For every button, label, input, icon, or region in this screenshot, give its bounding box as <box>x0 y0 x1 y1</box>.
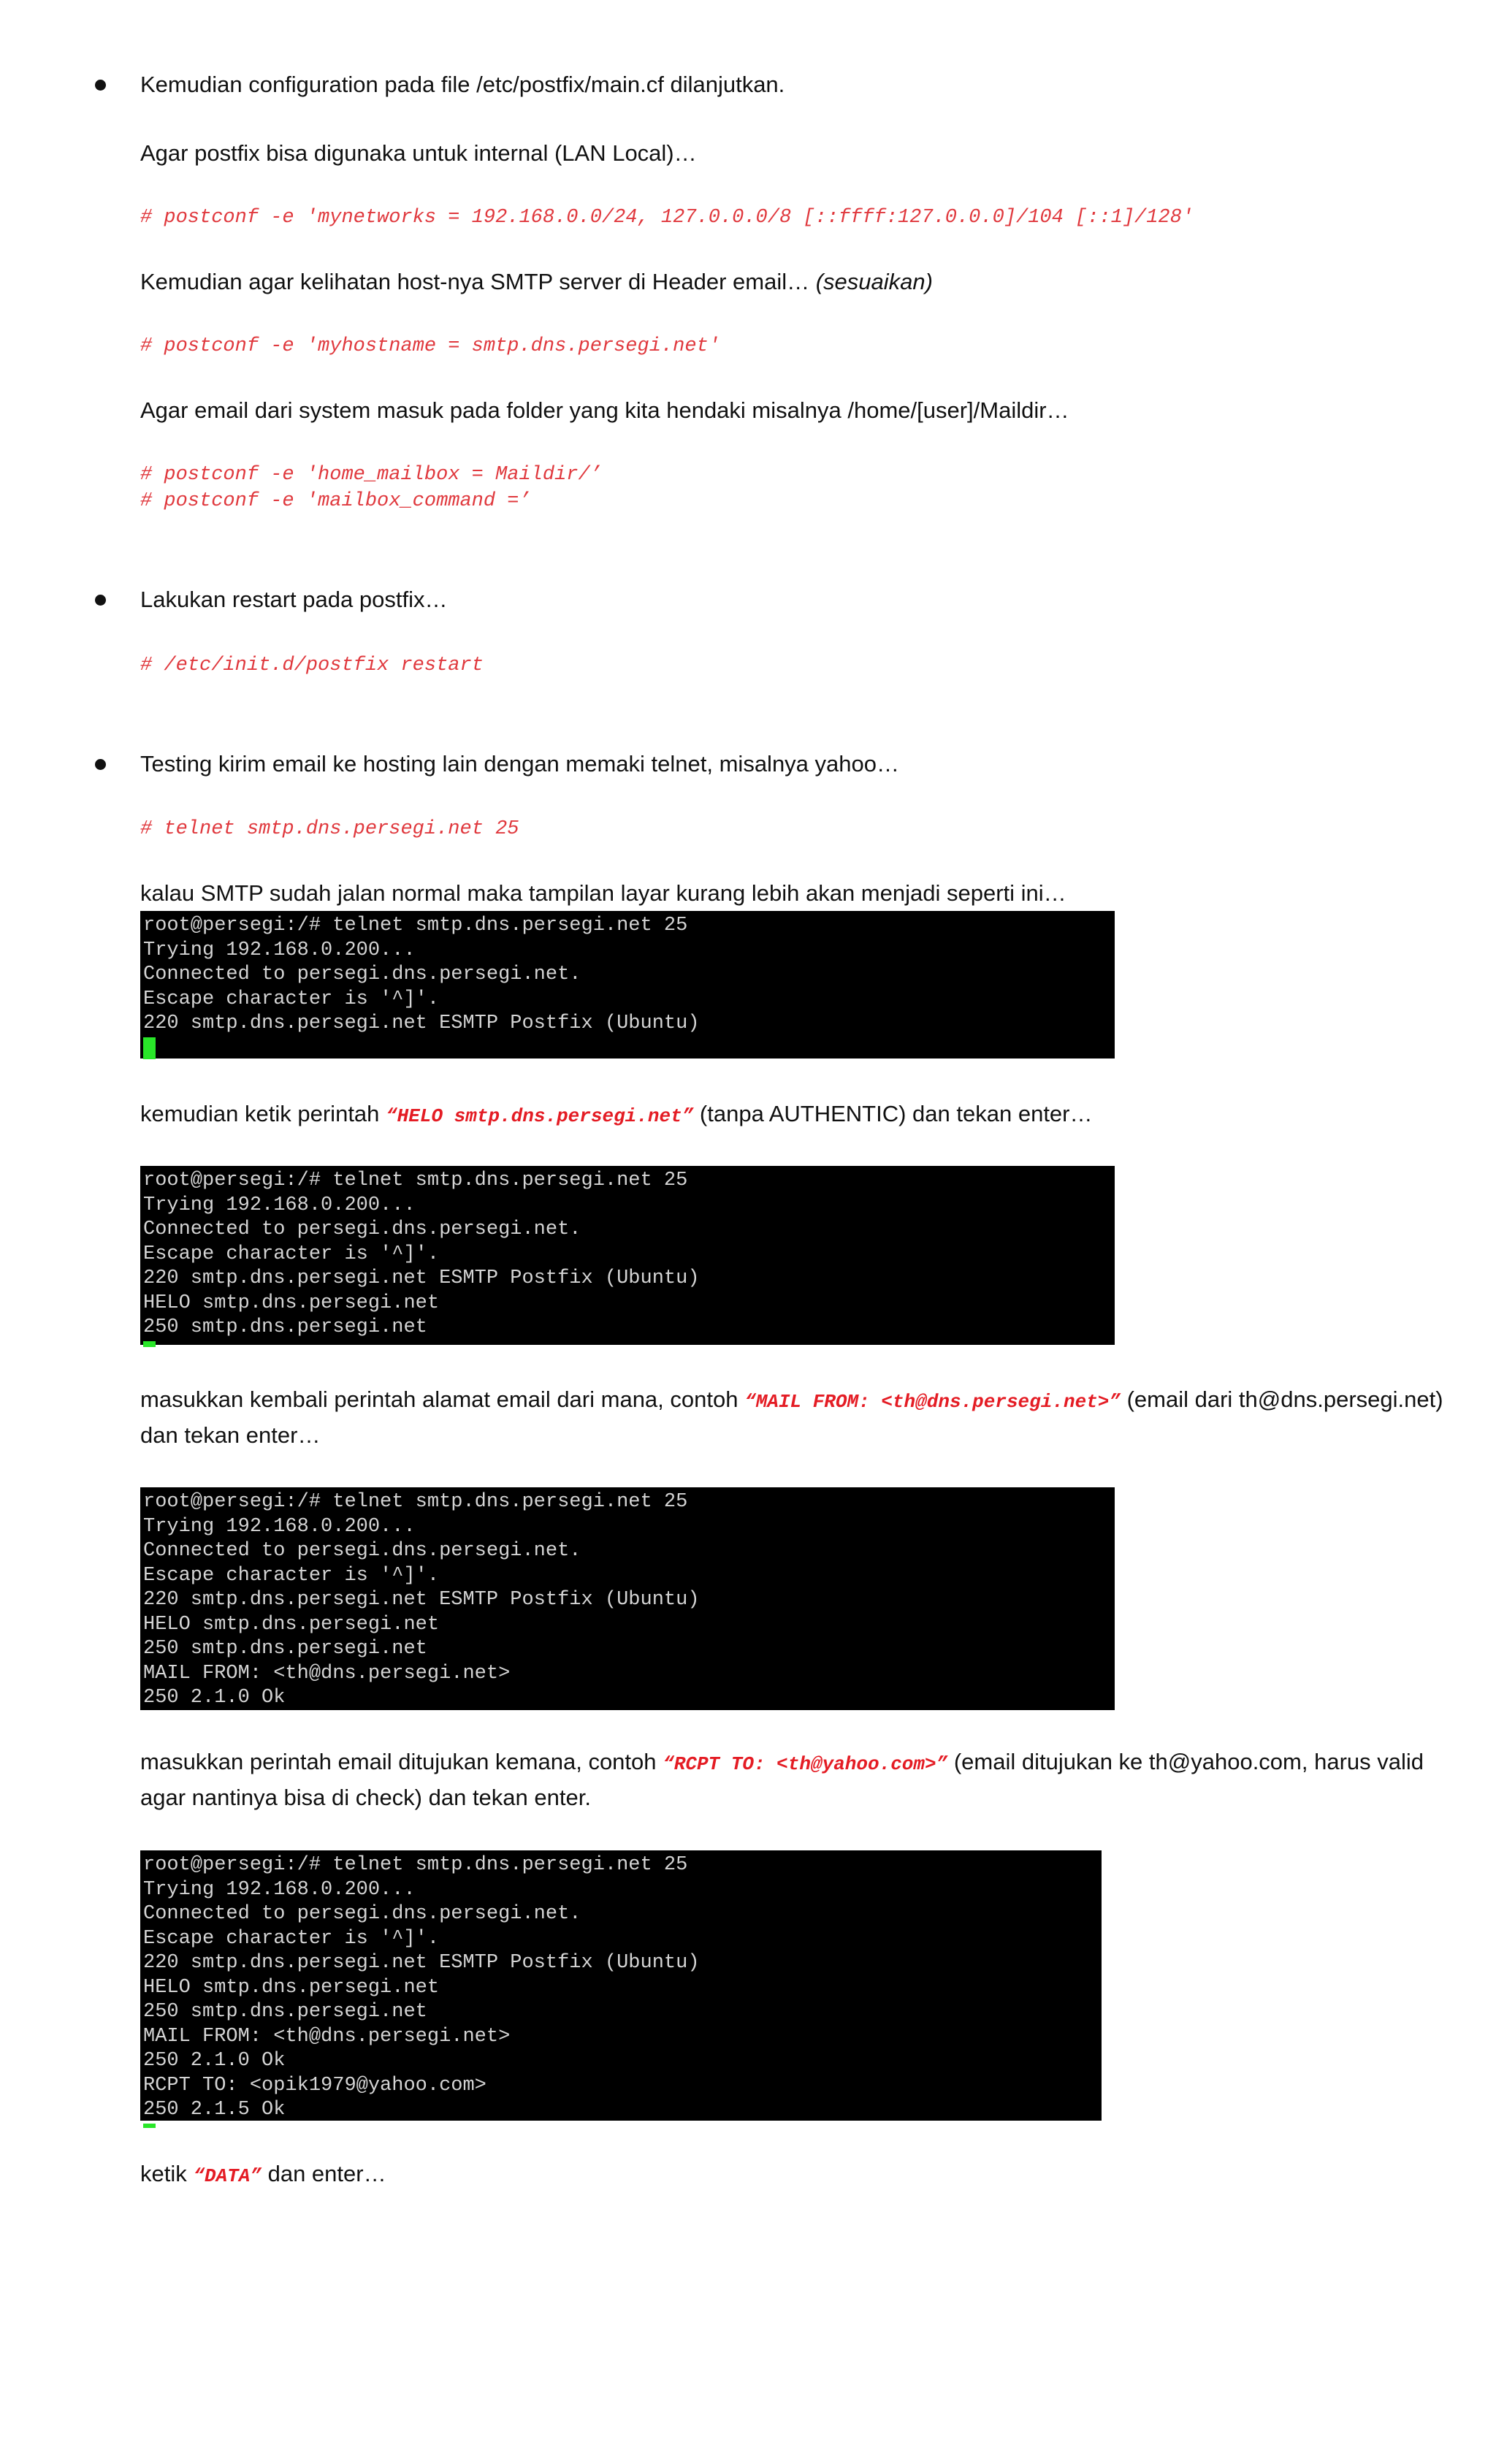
terminal-line: 220 smtp.dns.persegi.net ESMTP Postfix (Ubuntu) <box>143 1012 700 1034</box>
bullet-text-config: Kemudian configuration pada file /etc/postfix/main.cf dilanjutkan. <box>140 72 785 97</box>
paragraph-hostname <box>140 265 933 299</box>
terminal-line: Connected to persegi.dns.persegi.net. <box>143 1540 581 1562</box>
terminal-line: HELO smtp.dns.persegi.net <box>143 1613 440 1636</box>
paragraph-mail-from-suffix: (email dari th@dns.persegi.net) dan tekan enter… <box>140 1387 1443 1448</box>
terminal-line: Connected to persegi.dns.persegi.net. <box>143 964 581 985</box>
bullet-text-testing: Testing kirim email ke hosting lain dengan memaki telnet, misalnya yahoo… <box>140 751 899 777</box>
terminal-line: root@persegi:/# telnet smtp.dns.persegi.net 25 <box>143 1170 688 1191</box>
terminal-cursor <box>143 2124 156 2128</box>
terminal-line: RCPT TO: <opik1979@yahoo.com> <box>143 2074 486 2097</box>
terminal-line: root@persegi:/# telnet smtp.dns.persegi.net 25 <box>143 1854 688 1876</box>
command-myhostname: # postconf -e 'myhostname = smtp.dns.persegi.net' <box>140 335 720 357</box>
paragraph-lan: Agar postfix bisa digunaka untuk internal (LAN Local)… <box>140 140 697 166</box>
terminal-line: 250 smtp.dns.persegi.net <box>143 1316 427 1338</box>
command-mynetworks: # postconf -e 'mynetworks = 192.168.0.0/24, 127.0.0.0/8 [::ffff:127.0.0.0]/104 [::1]/128' <box>140 207 1194 229</box>
paragraph-maildir: Agar email dari system masuk pada folder yang kita hendaki misalnya /home/[user]/Maildir… <box>140 397 1069 423</box>
command-restart: # /etc/init.d/postfix restart <box>140 655 484 676</box>
terminal-line: HELO smtp.dns.persegi.net <box>143 1976 440 1999</box>
command-telnet: # telnet smtp.dns.persegi.net 25 <box>140 818 519 840</box>
terminal-line: Trying 192.168.0.200... <box>143 1194 416 1216</box>
paragraph-data-suffix: dan enter… <box>261 2161 386 2186</box>
terminal-line: Escape character is '^]'. <box>143 1564 440 1587</box>
terminal-line: MAIL FROM: <th@dns.persegi.net> <box>143 1662 511 1685</box>
inline-command-data: “DATA” <box>193 2165 262 2187</box>
bullet-marker <box>95 80 106 91</box>
paragraph-mail-from <box>140 1383 1455 1452</box>
terminal-line: 250 smtp.dns.persegi.net <box>143 1638 427 1660</box>
bullet-marker <box>95 759 106 770</box>
paragraph-data-text: ketik <box>140 2161 194 2186</box>
paragraph-rcpt-to-text: masukkan perintah email ditujukan kemana, contoh <box>140 1749 663 1774</box>
paragraph-hostname-note: (sesuaikan) <box>815 269 933 294</box>
bullet-text-restart: Lakukan restart pada postfix… <box>140 587 448 612</box>
terminal-line: 250 2.1.0 Ok <box>143 2050 286 2072</box>
terminal-screenshot-rcpt-to <box>140 1850 1102 2121</box>
bullet-marker <box>95 595 106 606</box>
terminal-screenshot-helo <box>140 1166 1115 1345</box>
paragraph-rcpt-to <box>140 1745 1455 1815</box>
terminal-line: 250 smtp.dns.persegi.net <box>143 2001 427 2023</box>
inline-command-rcpt-to: “RCPT TO: <th@yahoo.com>” <box>663 1753 948 1775</box>
terminal-screenshot-connect <box>140 911 1115 1059</box>
terminal-line: 220 smtp.dns.persegi.net ESMTP Postfix (Ubuntu) <box>143 1952 700 1974</box>
paragraph-rcpt-to-suffix: (email ditujukan ke th@yahoo.com, harus valid agar nantinya bisa di check) dan tekan enter. <box>140 1749 1424 1810</box>
terminal-line: Connected to persegi.dns.persegi.net. <box>143 1218 581 1240</box>
terminal-screenshot-mail-from <box>140 1487 1115 1710</box>
terminal-line: 250 2.1.5 Ok <box>143 2099 286 2121</box>
inline-command-mail-from: “MAIL FROM: <th@dns.persegi.net>” <box>744 1391 1121 1413</box>
paragraph-helo <box>140 1097 1093 1133</box>
terminal-line: Trying 192.168.0.200... <box>143 1515 416 1538</box>
inline-command-helo: “HELO smtp.dns.persegi.net” <box>386 1105 694 1127</box>
paragraph-helo-suffix: (tanpa AUTHENTIC) dan tekan enter… <box>693 1101 1093 1126</box>
terminal-line: Connected to persegi.dns.persegi.net. <box>143 1903 581 1925</box>
paragraph-helo-text: kemudian ketik perintah <box>140 1101 386 1126</box>
paragraph-mail-from-text: masukkan kembali perintah alamat email dari mana, contoh <box>140 1387 745 1412</box>
terminal-line: Trying 192.168.0.200... <box>143 939 416 961</box>
paragraph-data <box>140 2157 386 2193</box>
command-home-mailbox: # postconf -e 'home_mailbox = Maildir/’ <box>140 464 602 486</box>
terminal-line: Trying 192.168.0.200... <box>143 1878 416 1901</box>
terminal-cursor <box>143 1037 156 1059</box>
terminal-line: Escape character is '^]'. <box>143 1927 440 1950</box>
paragraph-normal: kalau SMTP sudah jalan normal maka tampilan layar kurang lebih akan menjadi seperti ini… <box>140 880 1066 906</box>
terminal-line: HELO smtp.dns.persegi.net <box>143 1292 440 1314</box>
terminal-line: root@persegi:/# telnet smtp.dns.persegi.net 25 <box>143 1491 688 1513</box>
terminal-line: root@persegi:/# telnet smtp.dns.persegi.net 25 <box>143 915 688 937</box>
terminal-line: MAIL FROM: <th@dns.persegi.net> <box>143 2025 511 2048</box>
terminal-line: Escape character is '^]'. <box>143 1243 440 1265</box>
terminal-line: 220 smtp.dns.persegi.net ESMTP Postfix (Ubuntu) <box>143 1267 700 1289</box>
command-mailbox-command: # postconf -e 'mailbox_command =’ <box>140 490 531 512</box>
terminal-line: Escape character is '^]'. <box>143 988 440 1010</box>
terminal-cursor <box>143 1341 156 1347</box>
paragraph-hostname-text: Kemudian agar kelihatan host-nya SMTP server di Header email… <box>140 269 816 294</box>
terminal-line: 220 smtp.dns.persegi.net ESMTP Postfix (Ubuntu) <box>143 1589 700 1611</box>
terminal-line: 250 2.1.0 Ok <box>143 1687 286 1709</box>
